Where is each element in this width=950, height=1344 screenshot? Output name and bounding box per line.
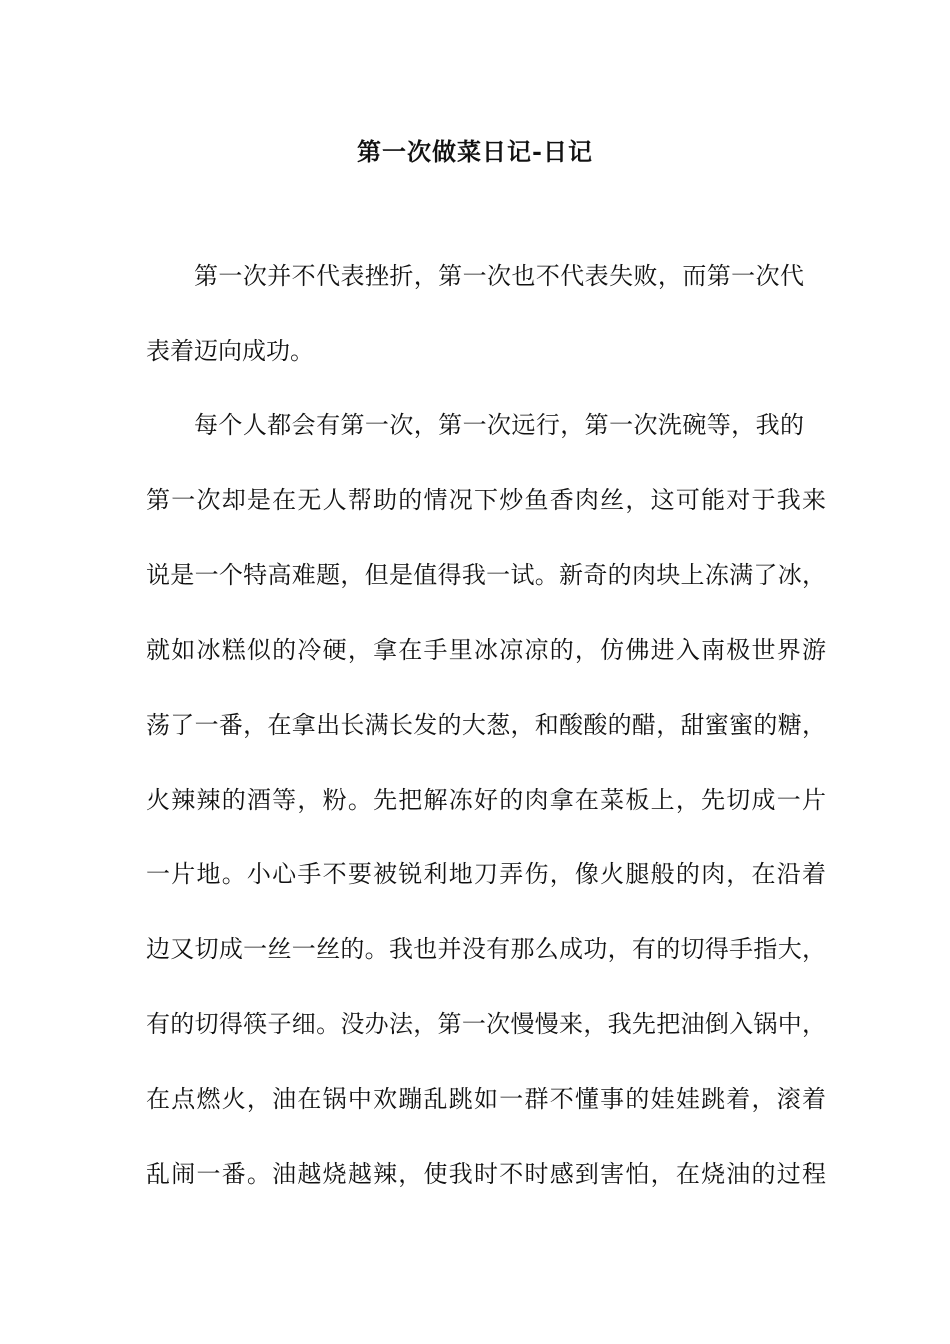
paragraph-line: 一片地。小心手不要被锐利地刀弄伤，像火腿般的肉，在沿着 bbox=[146, 860, 826, 888]
paragraph-line: 有的切得筷子细。没办法，第一次慢慢来，我先把油倒入锅中， bbox=[146, 1010, 826, 1038]
paragraph-line: 荡了一番，在拿出长满长发的大葱，和酸酸的醋，甜蜜蜜的糖， bbox=[146, 711, 826, 739]
paragraph-line: 说是一个特高难题，但是值得我一试。新奇的肉块上冻满了冰， bbox=[146, 561, 826, 589]
paragraph-line: 火辣辣的酒等，粉。先把解冻好的肉拿在菜板上，先切成一片 bbox=[146, 786, 826, 814]
paragraph-line: 每个人都会有第一次，第一次远行，第一次洗碗等，我的 bbox=[194, 411, 804, 439]
paragraph-line: 第一次却是在无人帮助的情况下炒鱼香肉丝，这可能对于我来 bbox=[146, 486, 826, 514]
paragraph-line: 边又切成一丝一丝的。我也并没有那么成功，有的切得手指大， bbox=[146, 935, 826, 963]
document-title: 第一次做菜日记-日记 bbox=[357, 137, 593, 166]
paragraph-line: 表着迈向成功。 bbox=[146, 337, 314, 365]
paragraph-line: 就如冰糕似的冷硬，拿在手里冰凉凉的，仿佛进入南极世界游 bbox=[146, 636, 826, 664]
paragraph-line: 乱闹一番。油越烧越辣，使我时不时感到害怕，在烧油的过程 bbox=[146, 1160, 826, 1188]
paragraph-line: 第一次并不代表挫折，第一次也不代表失败，而第一次代 bbox=[194, 262, 804, 290]
paragraph-line: 在点燃火，油在锅中欢蹦乱跳如一群不懂事的娃娃跳着，滚着 bbox=[146, 1085, 826, 1113]
